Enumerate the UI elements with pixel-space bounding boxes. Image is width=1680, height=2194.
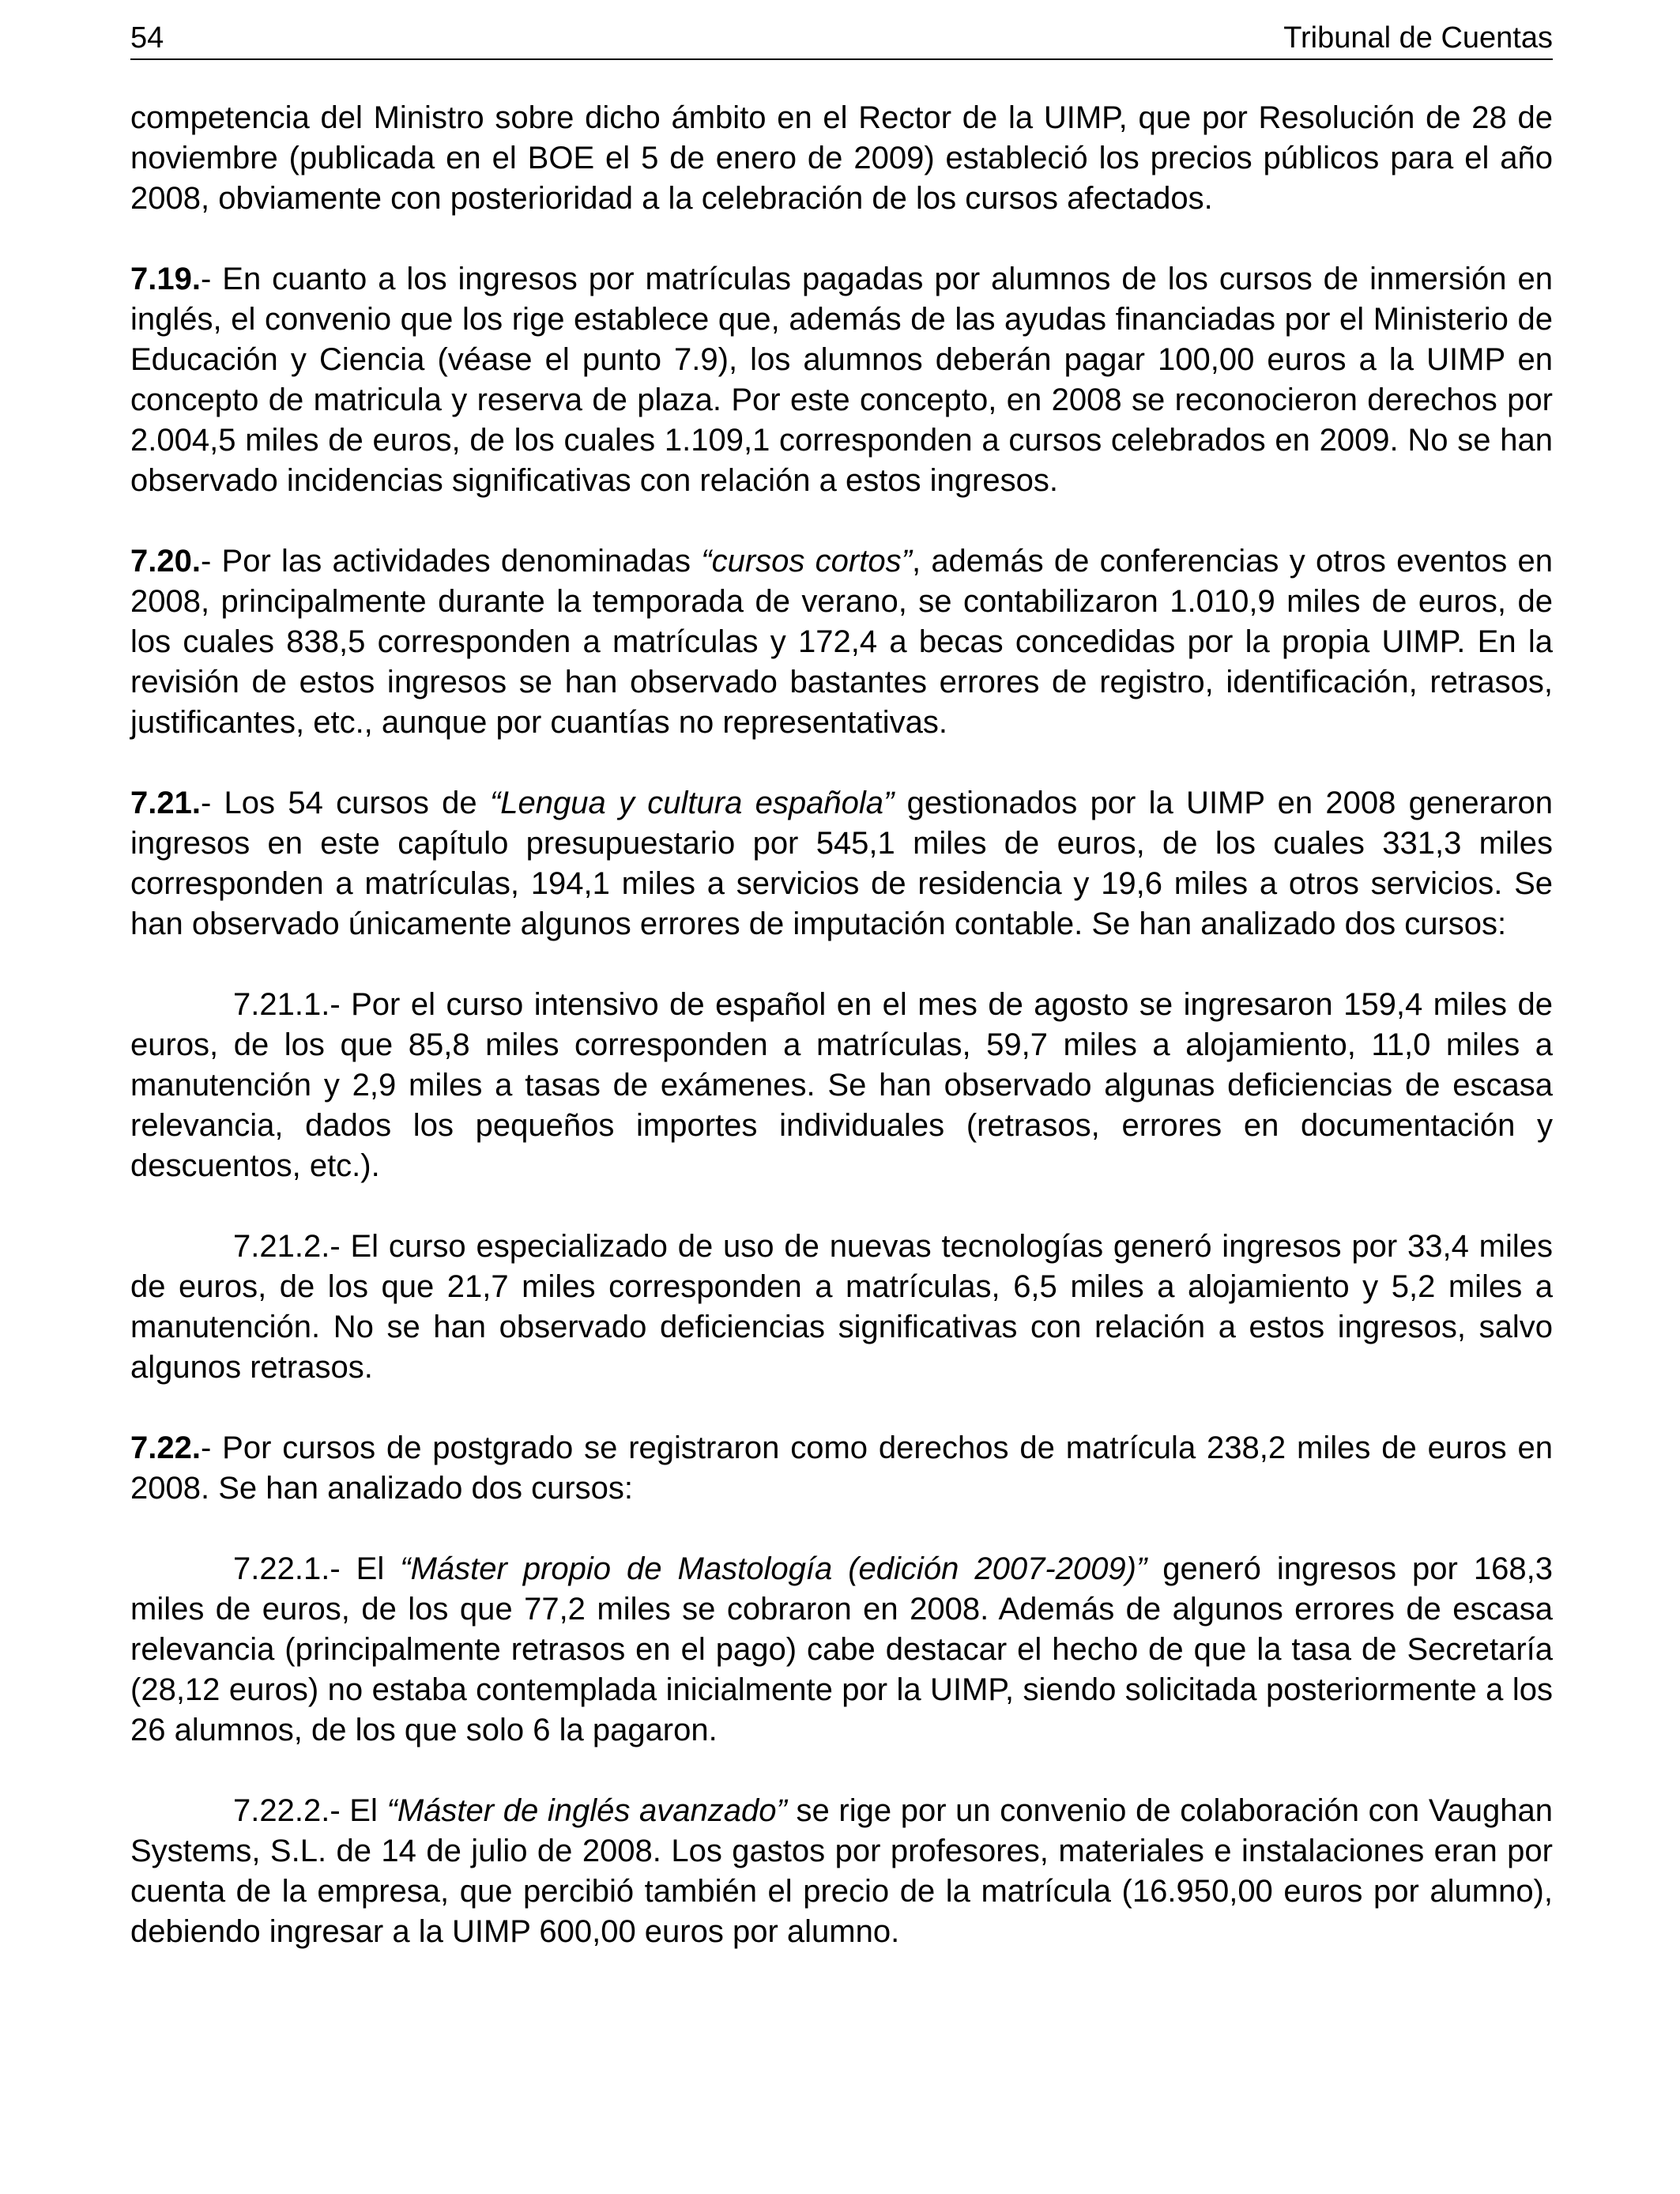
paragraph-continuation (130, 98, 1553, 219)
paragraph-text: - Por las actividades denominadas (200, 544, 702, 579)
paragraph-text: se rige por un convenio de colaboración con Vaughan Systems, S.L. de 14 de julio de 2008. Los gastos por profesores, materiales e instalaciones eran por cuenta de la empresa, que percibió también el precio de la matrícula (16.950,00 euros por alumno), debiendo ingresar a la UIMP 600,00 euros por alumno. (130, 1793, 1554, 1949)
paragraph-7-21-2 (130, 1227, 1553, 1388)
paragraph-text: 7.22.2.- El (233, 1793, 387, 1828)
italic-term: “Máster de inglés avanzado” (386, 1793, 787, 1828)
italic-term: “cursos cortos” (701, 544, 912, 579)
section-number: 7.20. (130, 544, 201, 579)
paragraph-7-22 (130, 1428, 1553, 1509)
running-title: Tribunal de Cuentas (1283, 21, 1553, 55)
paragraph-7-22-2 (130, 1791, 1553, 1952)
paragraph-7-21 (130, 783, 1553, 944)
paragraph-text: 7.22.1.- El (233, 1551, 401, 1586)
section-number: 7.21. (130, 786, 201, 820)
italic-term: “Máster propio de Mastología (edición 2007-2009)” (400, 1551, 1147, 1586)
italic-term: “Lengua y cultura española” (489, 786, 895, 820)
page-number: 54 (130, 21, 164, 55)
paragraph-7-19 (130, 259, 1553, 501)
paragraph-text: 7.21.1.- Por el curso intensivo de español en el mes de agosto se ingresaron 159,4 miles de euros, de los que 85,8 miles corresponden a matrículas, 59,7 miles a alojamiento, 11,0 miles a manutención y 2,9 miles a tasas de exámenes. Se han observado algunas deficiencias de escasa relevancia, dados los pequeños importes individuales (retrasos, errores en documentación y descuentos, etc.). (130, 987, 1553, 1183)
paragraph-text: - Por cursos de postgrado se registraron como derechos de matrícula 238,2 miles de euros en 2008. Se han analizado dos cursos: (130, 1431, 1553, 1506)
paragraph-7-22-1 (130, 1549, 1553, 1751)
page-header (130, 19, 1553, 60)
paragraph-text: competencia del Ministro sobre dicho ámbito en el Rector de la UIMP, que por Resolución de 28 de noviembre (publicada en el BOE el 5 de enero de 2009) estableció los precios públicos para el año 2008, obviamente con posterioridad a la celebración de los cursos afectados. (130, 100, 1553, 216)
paragraph-7-20 (130, 541, 1553, 743)
paragraph-text: - En cuanto a los ingresos por matrículas pagadas por alumnos de los cursos de inmersión en inglés, el convenio que los rige establece que, además de las ayudas financiadas por el Ministerio de Educación y Ciencia (véase el punto 7.9), los alumnos deberán pagar 100,00 euros a la UIMP en concepto de matricula y reserva de plaza. Por este concepto, en 2008 se reconocieron derechos por 2.004,5 miles de euros, de los cuales 1.109,1 corresponden a cursos celebrados en 2009. No se han observado incidencias significativas con relación a estos ingresos. (130, 262, 1553, 498)
section-number: 7.19. (130, 262, 201, 296)
paragraph-text: 7.21.2.- El curso especializado de uso de nuevas tecnologías generó ingresos por 33,4 miles de euros, de los que 21,7 miles corresponden a matrículas, 6,5 miles a alojamiento y 5,2 miles a manutención. No se han observado deficiencias significativas con relación a estos ingresos, salvo algunos retrasos. (130, 1229, 1553, 1385)
paragraph-text: - Los 54 cursos de (200, 786, 490, 820)
paragraph-text: generó ingresos por 168,3 miles de euros, de los que 77,2 miles se cobraron en 2008. Además de algunos errores de escasa relevancia (principalmente retrasos en el pago) cabe destacar el hecho de que la tasa de Secretaría (28,12 euros) no estaba contemplada inicialmente por la UIMP, siendo solicitada posteriormente a los 26 alumnos, de los que solo 6 la pagaron. (130, 1551, 1553, 1747)
paragraph-text: gestionados por la UIMP en 2008 generaron ingresos en este capítulo presupuestario por 545,1 miles de euros, de los cuales 331,3 miles corresponden a matrículas, 194,1 miles a servicios de residencia y 19,6 miles a otros servicios. Se han observado únicamente algunos errores de imputación contable. Se han analizado dos cursos: (130, 786, 1553, 941)
paragraph-7-21-1 (130, 985, 1553, 1186)
document-body (130, 98, 1553, 1992)
section-number: 7.22. (130, 1431, 201, 1465)
paragraph-text: , además de conferencias y otros eventos en 2008, principalmente durante la temporada de verano, se contabilizaron 1.010,9 miles de euros, de los cuales 838,5 corresponden a matrículas y 172,4 a becas concedidas por la propia UIMP. En la revisión de estos ingresos se han observado bastantes errores de registro, identificación, retrasos, justificantes, etc., aunque por cuantías no representativas. (130, 544, 1554, 740)
